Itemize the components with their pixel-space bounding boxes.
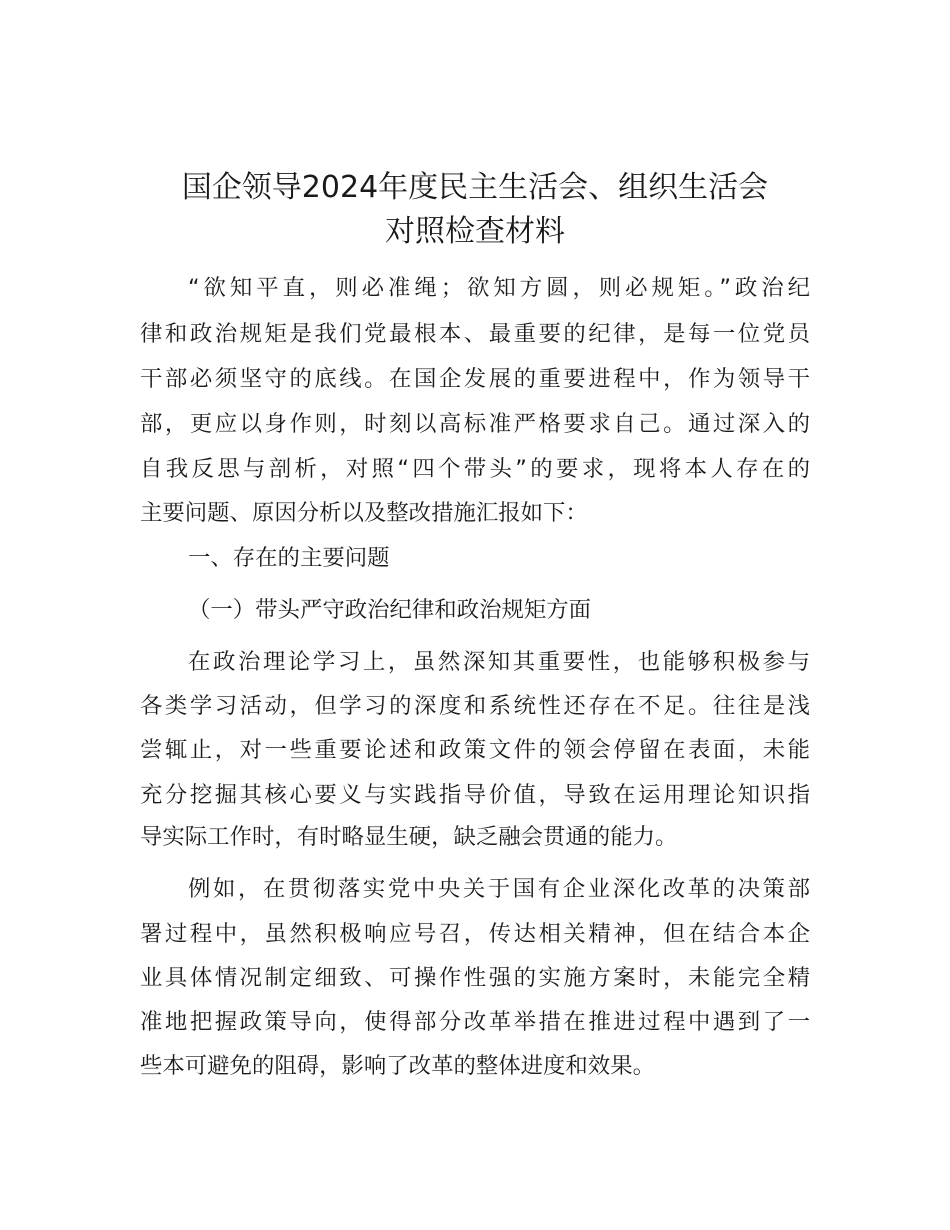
paragraph1-line-1: 在政治理论学习上，虽然深知其重要性，也能够积极参与 — [188, 649, 810, 675]
intro-line-5: 自我反思与剖析，对照“四个带头”的要求，现将本人存在的 — [140, 456, 810, 482]
section-heading: 一、存在的主要问题 — [188, 545, 390, 571]
paragraph2-line-2: 署过程中，虽然积极响应号召，传达相关精神，但在结合本企 — [140, 921, 810, 947]
paragraph1-line-3: 尝辄止，对一些重要论述和政策文件的领会停留在表面，未能 — [140, 737, 810, 763]
document-title-line-2: 对照检查材料 — [385, 214, 565, 249]
paragraph1-line-2: 各类学习活动，但学习的深度和系统性还存在不足。往往是浅 — [140, 693, 810, 719]
subsection-heading: （一）带头严守政治纪律和政治规矩方面 — [188, 597, 592, 623]
paragraph1-line-4: 充分挖掘其核心要义与实践指导价值，导致在运用理论知识指 — [140, 782, 810, 808]
paragraph1-line-5: 导实际工作时，有时略显生硬，缺乏融会贯通的能力。 — [140, 824, 678, 850]
intro-line-4: 部，更应以身作则，时刻以高标准严格要求自己。通过深入的 — [140, 411, 810, 437]
paragraph2-line-4: 准地把握政策导向，使得部分改革举措在推进过程中遇到了一 — [140, 1009, 810, 1035]
paragraph2-line-5: 些本可避免的阻碍，影响了改革的整体进度和效果。 — [140, 1053, 655, 1079]
paragraph2-line-1: 例如，在贯彻落实党中央关于国有企业深化改革的决策部 — [188, 876, 810, 902]
paragraph2-line-3: 业具体情况制定细致、可操作性强的实施方案时，未能完全精 — [140, 965, 810, 991]
document-title-line-1: 国企领导2024年度民主生活会、组织生活会 — [181, 170, 769, 205]
intro-line-1: “欲知平直，则必准绳；欲知方圆，则必规矩。”政治纪 — [188, 275, 810, 301]
intro-line-6: 主要问题、原因分析以及整改措施汇报如下： — [140, 500, 588, 526]
intro-line-3: 干部必须坚守的底线。在国企发展的重要进程中，作为领导干 — [140, 366, 810, 392]
intro-line-2: 律和政治规矩是我们党最根本、最重要的纪律，是每一位党员 — [140, 321, 810, 347]
